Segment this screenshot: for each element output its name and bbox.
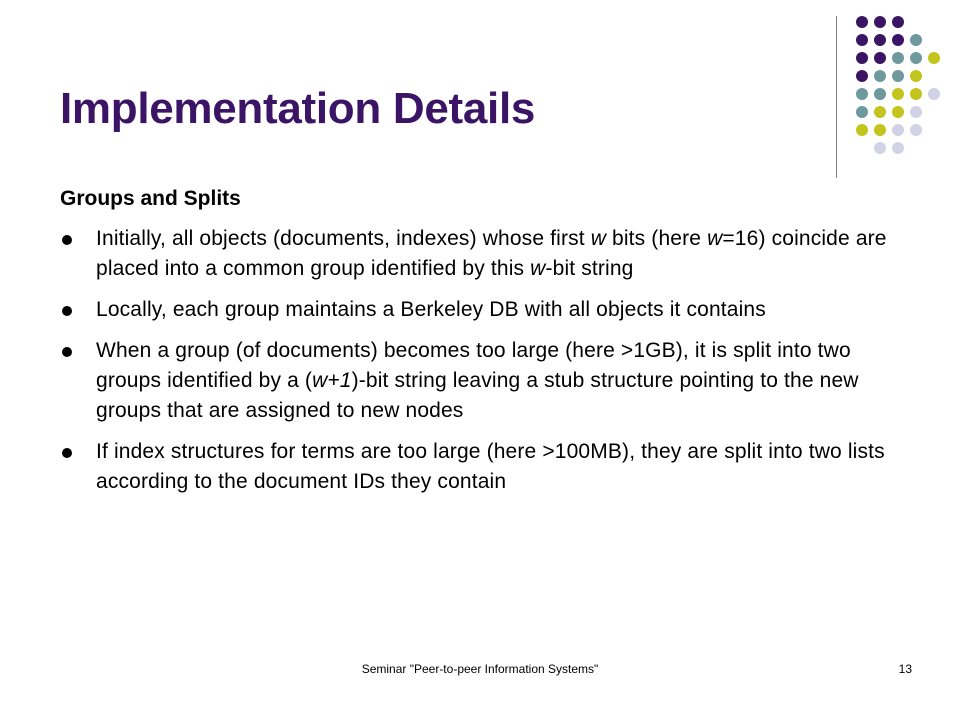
section-subheading: Groups and Splits (60, 187, 241, 210)
decorative-dot (892, 106, 904, 118)
bullet-italic-text: w (530, 257, 546, 280)
bullet-item (60, 224, 910, 284)
bullet-item (60, 336, 910, 426)
bullet-dot-icon (62, 448, 72, 458)
decorative-dot (892, 70, 904, 82)
decorative-dot (892, 142, 904, 154)
bullet-text: Locally, each group maintains a Berkeley DB with all objects it contains (96, 298, 766, 321)
decorative-dot (856, 88, 868, 100)
decorative-dot (856, 16, 868, 28)
bullet-italic-text: w+1 (312, 369, 352, 392)
decorative-dot (910, 124, 922, 136)
slide-title: Implementation Details (60, 84, 536, 133)
decorative-dot (856, 70, 868, 82)
decorative-dot (874, 106, 886, 118)
decorative-dot (910, 70, 922, 82)
decorative-dot (910, 106, 922, 118)
bullet-text: )-bit string leaving a stub structure pointing to the new groups that are assigned to new nodes (96, 369, 859, 422)
decorative-dot (856, 124, 868, 136)
decorative-dot (892, 52, 904, 64)
decorative-dot (910, 52, 922, 64)
decorative-dot (892, 34, 904, 46)
bullet-italic-text: w (707, 227, 723, 250)
footer-title: Seminar "Peer-to-peer Information Systems" (361, 662, 599, 676)
bullet-italic-text: w (590, 227, 607, 250)
bullet-text: -bit string (545, 257, 634, 280)
decorative-dot (856, 52, 868, 64)
bullet-text: If index structures for terms are too large (here >100MB), they are split into two lists according to the document IDs they contain (96, 440, 885, 493)
bullet-dot-icon (62, 235, 72, 245)
decorative-dot (874, 16, 886, 28)
decorative-dot (874, 124, 886, 136)
bullet-item (60, 295, 910, 325)
decorative-dot (928, 52, 940, 64)
decorative-dot (856, 34, 868, 46)
decorative-dot (874, 34, 886, 46)
decorative-dot (892, 88, 904, 100)
bullet-text: =16) coincide are placed into a common group identified by this (96, 227, 887, 280)
decorative-dot (856, 106, 868, 118)
bullet-item (60, 437, 910, 497)
decorative-divider (836, 16, 837, 178)
decorative-dot (910, 34, 922, 46)
decorative-dot (928, 88, 940, 100)
bullet-dot-icon (62, 306, 72, 316)
bullet-text: When a group (of documents) becomes too large (here >1GB), it is split into two groups identified by a ( (96, 339, 851, 392)
decorative-dot (874, 142, 886, 154)
bullet-dot-icon (62, 347, 72, 357)
decorative-dot (874, 70, 886, 82)
decorative-dot (874, 52, 886, 64)
decorative-dot (874, 88, 886, 100)
slide-body (60, 184, 910, 508)
bullet-text: Initially, all objects (documents, indexes) whose first (96, 227, 591, 250)
page-number: 13 (898, 662, 912, 676)
decorative-dot (910, 88, 922, 100)
bullet-text: bits (here (606, 227, 708, 250)
bullet-list (60, 224, 910, 497)
decorative-dot (892, 124, 904, 136)
decorative-dot (892, 16, 904, 28)
